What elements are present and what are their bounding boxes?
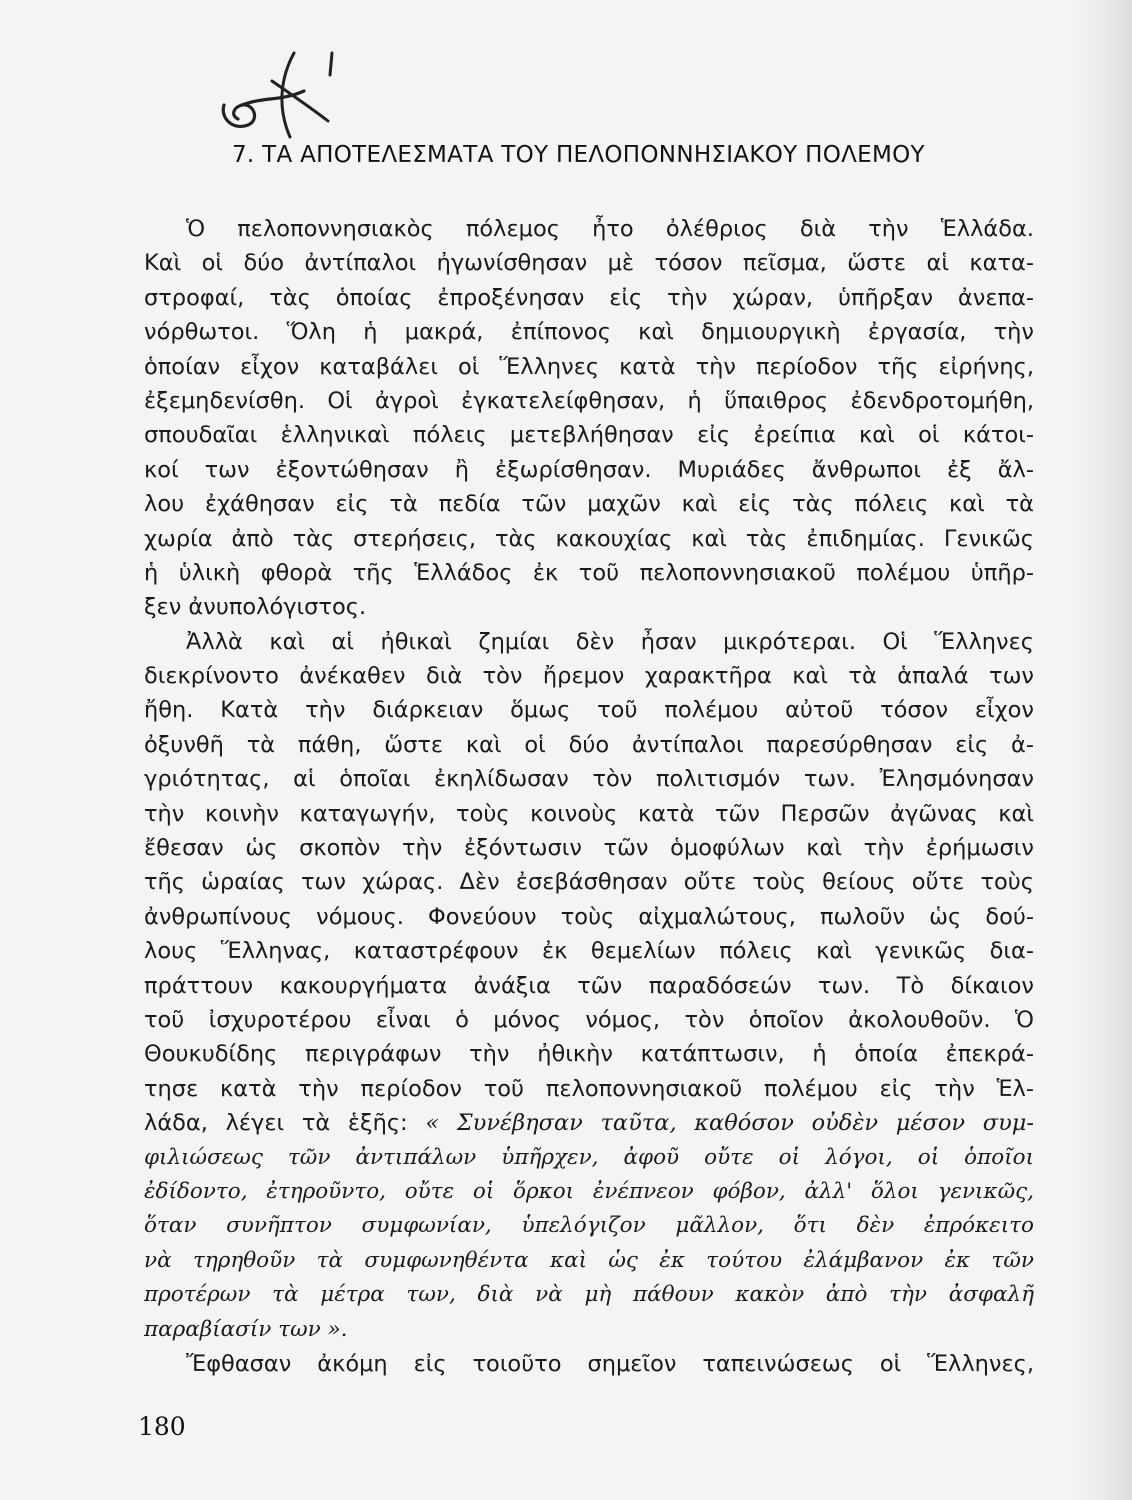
text-line: ὀξυνθῆ τὰ πάθη, ὥστε καὶ οἱ δύο ἀντίπαλοι παρεσύρθησαν εἰς ἀ- [144,731,1034,758]
text-line: πράττουν κακουργήματα ἀνάξια τῶν παραδόσεών των. Τὸ δίκαιον [144,972,1034,999]
quote-line: ὅταν συνῆπτον συμφωνίαν, ὑπελόγιζον μᾶλλον, ὅτι δὲν ἐπρόκειτο [144,1213,1034,1239]
text-line: νόρθωτοι. Ὅλη ἡ μακρά, ἐπίπονος καὶ δημιουργικὴ ἐργασία, τὴν [144,319,1034,346]
text-line: σπουδαῖαι ἑλληνικαὶ πόλεις μετεβλήθησαν εἰς ἐρείπια καὶ οἱ κάτοι- [144,422,1034,449]
text-line: κοί των ἐξοντώθησαν ἢ ἐξωρίσθησαν. Μυριάδες ἄνθρωποι ἐξ ἄλ- [144,456,1034,483]
text-line: Ὁ πελοποννησιακὸς πόλεμος ἦτο ὀλέθριος διὰ τὴν Ἑλλάδα. [186,216,1034,242]
quote-line: παραβίασίν των ». [144,1316,348,1342]
text-line: ἤθη. Κατὰ τὴν διάρκειαν ὅμως τοῦ πολέμου αὐτοῦ τόσον εἶχον [144,697,1034,724]
text-line: τῆς ὡραίας των χώρας. Δὲν ἐσεβάσθησαν οὔτε τοὺς θείους οὔτε τοὺς [144,869,1034,896]
text-line: Ἔφθασαν ἀκόμη εἰς τοιοῦτο σημεῖον ταπεινώσεως οἱ Ἕλληνες, [186,1350,1034,1377]
text-line: ἀνθρωπίνους νόμους. Φονεύουν τοὺς αἰχμαλώτους, πωλοῦν ὡς δού- [144,903,1034,930]
text-line: στροφαί, τὰς ὁποίας ἐπροξένησαν εἰς τὴν χώραν, ὑπῆρξαν ἀνεπα- [144,284,1034,311]
text-line: Ἀλλὰ καὶ αἱ ἠθικαὶ ζημίαι δὲν ἦσαν μικρότεραι. Οἱ Ἕλληνες [186,628,1034,655]
text-line: χωρία ἀπὸ τὰς στερήσεις, τὰς κακουχίας καὶ τὰς ἐπιδημίας. Γενικῶς [144,525,1034,552]
text-line: Καὶ οἱ δύο ἀντίπαλοι ἠγωνίσθησαν μὲ τόσον πεῖσμα, ὥστε αἱ κατα- [144,250,1034,277]
text-line: τὴν κοινὴν καταγωγήν, τοὺς κοινοὺς κατὰ τῶν Περσῶν ἀγῶνας καὶ [144,800,1034,827]
text-line: ἡ ὑλικὴ φθορὰ τῆς Ἑλλάδος ἐκ τοῦ πελοποννησιακοῦ πολέμου ὑπῆρ- [144,559,1034,586]
text-line: ξεν ἀνυπολόγιστος. [144,594,367,621]
text-line: ἔθεσαν ὡς σκοπὸν τὴν ἐξόντωσιν τῶν ὁμοφύλων καὶ τὴν ἐρήμωσιν [144,835,1034,862]
quote-line: νὰ τηρηθοῦν τὰ συμφωνηθέντα καὶ ὡς ἐκ τούτου ἐλάμβανον ἐκ τῶν [144,1247,1034,1273]
text-line: ὁποίαν εἶχον καταβάλει οἱ Ἕλληνες κατὰ τὴν περίοδον τῆς εἰρήνης, [144,353,1034,380]
page-number: 180 [138,1412,186,1441]
text-line: τοῦ ἰσχυροτέρου εἶναι ὁ μόνος νόμος, τὸν ὁποῖον ἀκολουθοῦν. Ὁ [144,1006,1034,1033]
text-line: Θουκυδίδης περιγράφων τὴν ἠθικὴν κατάπτωσιν, ἡ ὁποία ἐπεκρά- [144,1041,1034,1068]
text-line: ἐξεμηδενίσθη. Οἱ ἀγροὶ ἐγκατελείφθησαν, ἡ ὕπαιθρος ἐδενδροτομήθη, [144,387,1034,414]
text-line: λου ἐχάθησαν εἰς τὰ πεδία τῶν μαχῶν καὶ εἰς τὰς πόλεις καὶ τὰ [144,491,1034,518]
text-line: λους Ἕλληνας, καταστρέφουν ἐκ θεμελίων πόλεις καὶ γενικῶς δια- [144,938,1034,965]
quote-line: προτέρων τὰ μέτρα των, διὰ νὰ μὴ πάθουν κακὸν ἀπὸ τὴν ἀσφαλῆ [144,1282,1034,1308]
text-line: γριότητας, αἱ ὁποῖαι ἐκηλίδωσαν τὸν πολιτισμόν των. Ἐλησμόνησαν [144,766,1034,793]
quote-start: « Συνέβησαν ταῦτα, καθόσον οὐδὲν μέσον συμ- [425,1110,1034,1137]
body-text [144,212,1034,1381]
text-line: διεκρίνοντο ἀνέκαθεν διὰ τὸν ἤρεμον χαρακτῆρα καὶ τὰ ἁπαλά των [144,663,1034,690]
page-edge-shadow [1072,0,1132,1500]
text-line-quote-start [144,1106,1034,1140]
handwritten-mark-icon [212,45,352,145]
text-line: τησε κατὰ τὴν περίοδον τοῦ πελοποννησιακοῦ πολέμου εἰς τὴν Ἑλ- [144,1075,1034,1102]
quote-line: ἐδίδοντο, ἐτηροῦντο, οὔτε οἱ ὅρκοι ἐνέπνεον φόβον, ἀλλ' ὅλοι γενικῶς, [144,1178,1034,1204]
quote-line: φιλιώσεως τῶν ἀντιπάλων ὑπῆρχεν, ἀφοῦ οὔτε οἱ λόγοι, οἱ ὁποῖοι [144,1144,1034,1170]
chapter-title: 7. ΤΑ ΑΠΟΤΕΛΕΣΜΑΤΑ ΤΟΥ ΠΕΛΟΠΟΝΝΗΣΙΑΚΟΥ ΠΟΛΕΜΟΥ [232,142,925,168]
quote-intro: λάδα, λέγει τὰ ἑξῆς: [144,1110,408,1137]
